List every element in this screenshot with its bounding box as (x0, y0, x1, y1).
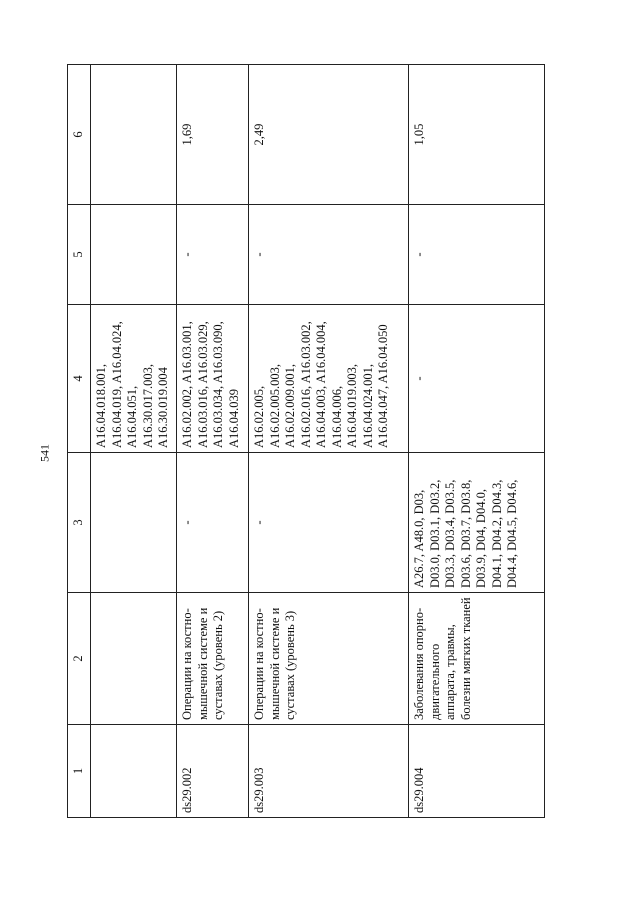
cell-diagnoses (91, 453, 177, 593)
cell-coef (91, 65, 177, 205)
header-col-6: 6 (68, 65, 91, 205)
name-line: мышечной системе и (267, 607, 282, 720)
procedure-line: A16.04.047, A16.04.050 (376, 324, 390, 448)
procedure-line: A16.02.005, (252, 385, 266, 448)
procedure-line: A16.04.018.001, (94, 363, 108, 448)
procedure-line: A16.03.034, A16.03.090, (211, 321, 225, 448)
cell-coef: 1,69 (177, 65, 249, 205)
procedure-line: A16.04.024.001, (360, 363, 375, 448)
procedure-line: A16.02.002, A16.03.001, (180, 321, 194, 448)
cell-diagnoses: - (177, 453, 249, 593)
cell-code (91, 725, 177, 818)
header-col-4: 4 (68, 305, 91, 453)
name-line: двигательного (427, 643, 442, 720)
name-line: Операции на костно- (252, 608, 266, 720)
cell-coef: 2,49 (249, 65, 409, 205)
cell-procedures (249, 305, 409, 453)
table-row (409, 65, 545, 818)
name-line: мышечной системе и (195, 607, 210, 720)
cell-procedures (177, 305, 249, 453)
cell-name (409, 593, 545, 725)
procedure-line: A16.04.019, A16.04.024, (109, 321, 124, 448)
procedure-line: A16.30.017.003, (140, 363, 155, 448)
cell-procedures (91, 305, 177, 453)
header-col-1: 1 (68, 725, 91, 818)
procedure-line: A16.04.051, (125, 385, 139, 448)
procedure-line: A16.04.039 (226, 388, 241, 448)
cell-col5: - (409, 205, 545, 305)
cell-col5: - (249, 205, 409, 305)
name-line: суставах (уровень 2) (211, 610, 225, 720)
cell-code: ds29.004 (409, 725, 545, 818)
table-row (91, 65, 177, 818)
page-number: 541 (37, 444, 52, 462)
name-line: суставах (уровень 3) (283, 610, 297, 720)
procedure-line: A16.04.019.003, (345, 363, 359, 448)
cell-code: ds29.003 (249, 725, 409, 818)
diagnosis-line: D04.4, D04.5, D04.6, (505, 479, 519, 588)
header-col-3: 3 (68, 453, 91, 593)
name-line: Операции на костно- (180, 608, 194, 720)
table-header-row (68, 65, 91, 818)
cell-name (177, 593, 249, 725)
procedure-line: A16.03.016, A16.03.029, (195, 321, 210, 448)
diagnosis-line: D04.1, D04.2, D04.3, (489, 479, 504, 588)
procedure-line: A16.04.003, A16.04.004, (314, 321, 328, 448)
diagnosis-line: D03.6, D03.7, D03.8, (458, 479, 473, 588)
table-row (249, 65, 409, 818)
diagnosis-line: D03.3, D03.4, D03.5, (443, 479, 457, 588)
cell-col5 (91, 205, 177, 305)
tariff-table (67, 64, 545, 818)
cell-diagnoses (409, 453, 545, 593)
header-col-2: 2 (68, 593, 91, 725)
procedure-line: A16.02.016, A16.03.002, (298, 321, 313, 448)
document-table-container (67, 65, 545, 818)
cell-code: ds29.002 (177, 725, 249, 818)
table-row (177, 65, 249, 818)
diagnosis-line: D03.9, D04, D04.0, (474, 489, 488, 588)
procedure-line: A16.02.009.001, (283, 363, 297, 448)
header-col-5: 5 (68, 205, 91, 305)
diagnosis-line: D03.0, D03.1, D03.2, (427, 479, 442, 588)
cell-name (249, 593, 409, 725)
procedure-line: A16.02.005.003, (267, 363, 282, 448)
cell-name (91, 593, 177, 725)
name-line: Заболевания опорно- (412, 607, 426, 720)
cell-procedures: - (409, 305, 545, 453)
name-line: болезни мягких тканей (458, 597, 473, 720)
cell-diagnoses: - (249, 453, 409, 593)
cell-coef: 1,05 (409, 65, 545, 205)
procedure-line: A16.30.019.004 (156, 367, 170, 448)
diagnosis-line: A26.7, A48.0, D03, (412, 489, 426, 588)
cell-col5: - (177, 205, 249, 305)
procedure-line: A16.04.006, (329, 385, 344, 448)
name-line: аппарата, травмы, (443, 624, 457, 720)
